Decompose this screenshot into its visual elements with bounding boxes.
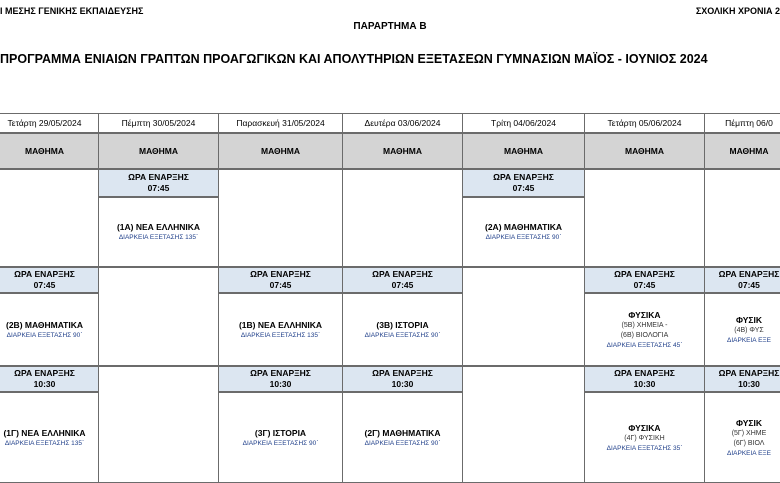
page-title: ΠΡΟΓΡΑΜΜΑ ΕΝΙΑΙΩΝ ΓΡΑΠΤΩΝ ΠΡΟΑΓΩΓΙΚΩΝ ΚΑΙ ΑΠΟΛΥΤΗΡΙΩΝ ΕΞΕΤΑΣΕΩΝ ΓΥΜΝΑΣΙΩΝ ΜΑΪΟΣ - ΙΟΥΝΙΟΣ 2024 xyxy=(0,52,708,66)
exam-subject: (2Β) ΜΑΘΗΜΑΤΙΚΑ xyxy=(6,319,83,330)
start-time-value: 07:45 xyxy=(269,280,292,290)
exam-cell xyxy=(704,293,780,366)
start-time-cell xyxy=(218,366,343,392)
exam-cell xyxy=(342,392,463,483)
start-time-value: 07:45 xyxy=(633,280,656,290)
empty-cell xyxy=(342,169,463,267)
start-time-value: 07:45 xyxy=(391,280,414,290)
exam-cell xyxy=(0,392,99,483)
subject-header-cell: ΜΑΘΗΜΑ xyxy=(218,133,343,169)
school-year-header: ΣΧΟΛΙΚΗ ΧΡΟΝΙΑ 2 xyxy=(695,6,780,16)
start-time-label: ΩΡΑ ΕΝΑΡΞΗΣ xyxy=(614,269,675,279)
empty-cell xyxy=(218,169,343,267)
exam-subject: ΦΥΣΙΚ xyxy=(735,417,762,428)
start-time-value: 07:45 xyxy=(512,183,535,193)
exam-subject: (2Γ) ΜΑΘΗΜΑΤΙΚΑ xyxy=(364,427,441,438)
empty-cell xyxy=(0,169,99,267)
exam-duration: ΔΙΑΡΚΕΙΑ ΕΞΕΤΑΣΗΣ 90΄ xyxy=(364,439,441,447)
empty-cell xyxy=(98,366,219,483)
exam-cell xyxy=(342,293,463,366)
start-time-value: 10:30 xyxy=(391,379,414,389)
exam-class-line: (4Β) ΦΥΣ xyxy=(734,326,764,334)
exam-subject: (3Β) ΙΣΤΟΡΙΑ xyxy=(376,319,429,330)
start-time-cell xyxy=(584,267,705,293)
exam-duration: ΔΙΑΡΚΕΙΑ ΕΞΕ xyxy=(727,449,771,457)
start-time-label: ΩΡΑ ΕΝΑΡΞΗΣ xyxy=(372,269,433,279)
exam-subject: ΦΥΣΙΚ xyxy=(735,314,762,325)
start-time-label: ΩΡΑ ΕΝΑΡΞΗΣ xyxy=(372,368,433,378)
exam-cell xyxy=(584,392,705,483)
exam-subject: (1Β) ΝΕΑ ΕΛΛΗΝΙΚΑ xyxy=(238,319,323,330)
exam-duration: ΔΙΑΡΚΕΙΑ ΕΞΕΤΑΣΗΣ 135΄ xyxy=(118,234,199,241)
exam-duration: ΔΙΑΡΚΕΙΑ ΕΞΕΤΑΣΗΣ 45΄ xyxy=(606,341,683,349)
subject-header-cell: ΜΑΘΗΜΑ xyxy=(0,133,99,169)
exam-cell xyxy=(218,293,343,366)
date-header-cell: Τετάρτη 05/06/2024 xyxy=(584,113,705,133)
empty-cell xyxy=(704,169,780,267)
start-time-cell xyxy=(0,267,99,293)
subject-header-cell: ΜΑΘΗΜΑ xyxy=(462,133,585,169)
exam-duration: ΔΙΑΡΚΕΙΑ ΕΞΕΤΑΣΗΣ 90΄ xyxy=(364,331,441,339)
start-time-value: 10:30 xyxy=(738,379,760,389)
date-header-cell: Πέμπτη 30/05/2024 xyxy=(98,113,219,133)
start-time-cell xyxy=(342,366,463,392)
start-time-label: ΩΡΑ ΕΝΑΡΞΗΣ xyxy=(493,172,554,182)
exam-subject: ΦΥΣΙΚΑ xyxy=(628,422,661,433)
exam-class-line: (5Γ) ΧΗΜΕ xyxy=(731,429,767,437)
start-time-value: 10:30 xyxy=(269,379,292,389)
exam-duration: ΔΙΑΡΚΕΙΑ ΕΞΕΤΑΣΗΣ 135΄ xyxy=(240,331,321,339)
start-time-value: 10:30 xyxy=(33,379,56,389)
exam-subject: ΦΥΣΙΚΑ xyxy=(628,309,661,320)
empty-cell xyxy=(98,267,219,366)
start-time-label: ΩΡΑ ΕΝΑΡΞΗΣ xyxy=(128,172,189,182)
date-header-cell: Παρασκευή 31/05/2024 xyxy=(218,113,343,133)
exam-cell xyxy=(704,392,780,483)
start-time-label: ΩΡΑ ΕΝΑΡΞΗΣ xyxy=(14,368,75,378)
subject-header-cell: ΜΑΘΗΜΑ xyxy=(98,133,219,169)
date-header-cell: Πέμπτη 06/0 xyxy=(704,113,780,133)
start-time-label: ΩΡΑ ΕΝΑΡΞΗΣ xyxy=(14,269,75,279)
start-time-label: ΩΡΑ ΕΝΑΡΞΗΣ xyxy=(718,269,780,279)
start-time-cell xyxy=(462,169,585,197)
start-time-label: ΩΡΑ ΕΝΑΡΞΗΣ xyxy=(250,368,311,378)
exam-class-line: (4Γ) ΦΥΣΙΚΗ xyxy=(624,434,665,442)
start-time-cell xyxy=(98,169,219,197)
subject-header-cell: ΜΑΘΗΜΑ xyxy=(584,133,705,169)
date-header-cell: Δευτέρα 03/06/2024 xyxy=(342,113,463,133)
start-time-cell xyxy=(218,267,343,293)
exam-class-line: (6Γ) ΒΙΟΛ xyxy=(733,439,765,447)
exam-subject: (2Α) ΜΑΘΗΜΑΤΙΚΑ xyxy=(485,222,562,232)
exam-cell xyxy=(584,293,705,366)
exam-cell xyxy=(218,392,343,483)
subject-header-cell: ΜΑΘΗΜΑ xyxy=(704,133,780,169)
start-time-label: ΩΡΑ ΕΝΑΡΞΗΣ xyxy=(718,368,780,378)
annex-title: ΠΑΡΑΡΤΗΜΑ Β xyxy=(353,21,427,32)
exam-class-line: (5Β) ΧΗΜΕΙΑ - xyxy=(621,321,668,329)
empty-cell xyxy=(584,169,705,267)
exam-duration: ΔΙΑΡΚΕΙΑ ΕΞΕ xyxy=(727,336,771,344)
date-header-cell: Τρίτη 04/06/2024 xyxy=(462,113,585,133)
empty-cell xyxy=(462,366,585,483)
exam-duration: ΔΙΑΡΚΕΙΑ ΕΞΕΤΑΣΗΣ 135΄ xyxy=(4,439,85,447)
exam-subject: (3Γ) ΙΣΤΟΡΙΑ xyxy=(254,427,307,438)
start-time-cell xyxy=(342,267,463,293)
empty-cell xyxy=(462,267,585,366)
subject-header-cell: ΜΑΘΗΜΑ xyxy=(342,133,463,169)
exam-subject: (1Α) ΝΕΑ ΕΛΛΗΝΙΚΑ xyxy=(116,222,201,232)
start-time-value: 07:45 xyxy=(738,280,760,290)
start-time-value: 07:45 xyxy=(147,183,170,193)
exam-class-line: (6Β) ΒΙΟΛΟΓΙΑ xyxy=(620,331,669,339)
start-time-value: 07:45 xyxy=(33,280,56,290)
exam-cell xyxy=(462,197,585,267)
start-time-cell xyxy=(704,267,780,293)
exam-cell xyxy=(98,197,219,267)
exam-subject: (1Γ) ΝΕΑ ΕΛΛΗΝΙΚΑ xyxy=(3,427,86,438)
start-time-label: ΩΡΑ ΕΝΑΡΞΗΣ xyxy=(614,368,675,378)
date-header-cell: Τετάρτη 29/05/2024 xyxy=(0,113,99,133)
start-time-cell xyxy=(704,366,780,392)
exam-duration: ΔΙΑΡΚΕΙΑ ΕΞΕΤΑΣΗΣ 35΄ xyxy=(606,444,683,452)
start-time-cell xyxy=(584,366,705,392)
ministry-header: Ι ΜΕΣΗΣ ΓΕΝΙΚΗΣ ΕΚΠΑΙΔΕΥΣΗΣ xyxy=(0,6,144,16)
start-time-value: 10:30 xyxy=(633,379,656,389)
exam-duration: ΔΙΑΡΚΕΙΑ ΕΞΕΤΑΣΗΣ 90΄ xyxy=(242,439,319,447)
start-time-cell xyxy=(0,366,99,392)
start-time-label: ΩΡΑ ΕΝΑΡΞΗΣ xyxy=(250,269,311,279)
exam-duration: ΔΙΑΡΚΕΙΑ ΕΞΕΤΑΣΗΣ 90΄ xyxy=(6,331,83,339)
exam-cell xyxy=(0,293,99,366)
exam-duration: ΔΙΑΡΚΕΙΑ ΕΞΕΤΑΣΗΣ 90΄ xyxy=(485,234,562,241)
